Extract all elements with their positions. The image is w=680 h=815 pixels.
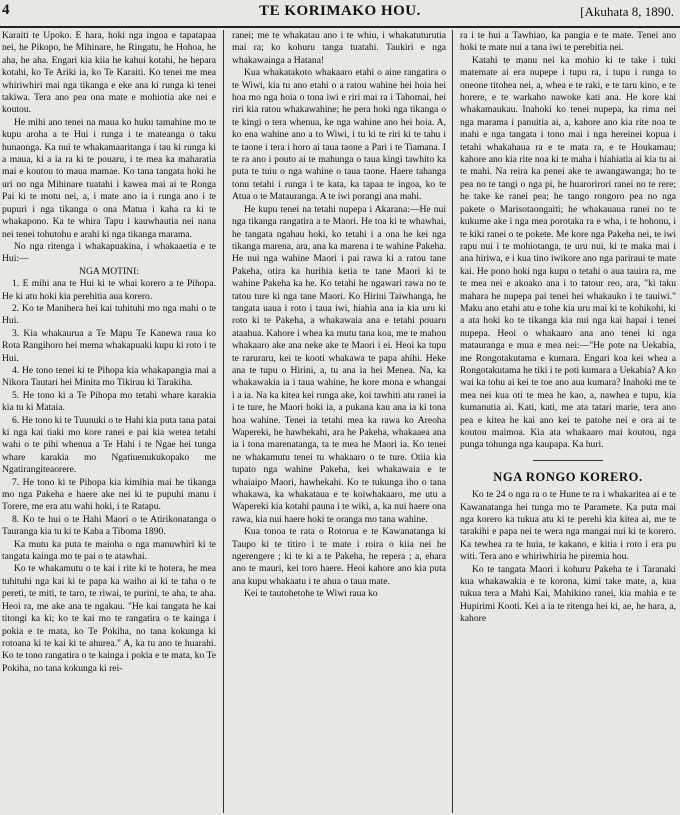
article-paragraph: He kupu tenei na tetahi nupepa i Akarana:—He nui nga tikanga rangatira a te Maori. He toa ki te whawhai, he tangata ngahau hoki, ko tetahi i a ona he kei nga tikanga marena, ara, ana ka marena i te wahine Pakeha. He nui nga wahine Maori i pai rawa ki a ratou tane Pakeha, otira ka hurihia ketia te tane Maori ki te wahine Pakeha ka he. Ko tetahi he ngawari rawa no te tatou ture ki nga tane Maori. Ko Hirini Taiwhanga, he tangata uaua i roto i taua iwi, hiahia ana ia kia uru ki roto ki te Pakeha, a whakawaia ana e tetahi pouaru ataahua. Kahore i whea ka mutu tana koa, me te mahou whakaaro ake ana neke ake te Maori i ei. Heoi ka tupu te raruraru, kei te kooti whakawa te papa ahihi. Heke ana te tupu o Hirini, a, tu ana ia hei Menea. Na, ka whakawakia ia i taua wahine, he kore mona e whangai i a ia. Na ka kitea kei runga ake, koi tawhiti atu ranei ia i te ture, he Maori hoki ia, a pukana kau ana ia ki tona hoa wahine. Tenei ia tetahi mea ka rawa ko Areoha Wapereki, he hawhekahi, ara he Pakeha, whakaaea ana ia i tona marenatanga, ta te mea he Maori ia. Ko tenei ne whakamutu tenei tu whakaaro o te ture. Otiia kia tupato nga wahine Pakeha, kei whakawaia e te whaiaipo Maori, hawhekahi. Ko te tukunga iho o tana whakawa, ka whakataua e te koiwhakaaro, me utu a Wapereki kia kotahi pauna i te wiki, a, ka nui haere ona rawa, kia nui haere hoki te oranga mo tana wahine. bbox=[232, 203, 446, 525]
column-rule bbox=[452, 30, 453, 813]
newspaper-title: TE KORIMAKO HOU. bbox=[259, 3, 421, 19]
article-paragraph: Katahi te manu nei ka mohio ki te take i tuki matemate ai era nupepe i tupu ra, i tupu i runga to oneone titohea nei, a, whea e te raki, e te taru kino, e te horere, e te warkaho nawoke kati ana. He kore kai whakamaukau. Inahoki ko tenei nupepa, ka rima nei nga marama i panuitia ai, a, kahore ano kia rite noa te mahi e nga tangata i tono mai i nga hereinei kopua i tetahi whakahaua ra e te mata ra, e te Houkamau; kahore ano kia rite noa ki te maha i hiahiatia ai kia tu ai te mahi. Na reira ka penei ake te awangawanga; ho te pea no te tangi o nga pi, he huarorirori ranei no te rere; he take ke ranei pea; he tango rongoro pea no nga pakete o Marisotaongaiti; he whakauaua ranei no te kukume ake i nga mea porotaka ra e wha, i te hohonu, i te kiki ranei o te pokete. Me kore nga Pakeha nei, te iwi rapu nui i te mohiotanga, te uru nui, ki te maka mai i ana hiriwa, e i kua tino iwikore ano nga pariraui te mate kai. He pono hoki nga kupu o tetahi o aua tauira ra, me te mea nei e akoako ana i to tatour reo, ara, "ki taku mahara he nupepa pai tenei hei whakauko i te tauiwi." Maku ano etahi atu e tohe kia uru mai ki te kohikohi, ki a ata hoki ko te tikanga kia nui nga kai hapai i tenei nupepa. Heoi o whakaaro ana ano tenei ki nga matauranga e mua e mea nei:—"He pote na Uekabia, me Rongotakutama e kumara. Engari koa kei whea a Rongotakutama he tiki i te poti kumara a Uekabia? A ko wai ka tohu ai kei te toe ano aua kumara? Inahoki me te mea nei kua oti te mea he kao, a, nawhea e tupu, kia kumanutia ai. Kati, kati, me ata tatari marie, tera ano pea e kitea he kai ano kei te patohe nei e ora ai te koutou maimoa. Kia ata whakaaro mai koutou, nga punga tohunga nga kaupapa. Ka huri. bbox=[460, 54, 676, 451]
column-3 bbox=[460, 30, 676, 813]
motion-item: 8. Ko te hui o te Hahi Maori o te Atirikonatanga o Tauranga kia tu ki te Kaba a Tiboma 1890. bbox=[2, 513, 216, 538]
article-paragraph: Ko te 24 o nga ra o te Hune te ra i whakaritea ai e te Kawanatanga hei tunga mo te Paramete. Ka puta mai nga korero ka tukua atu ki te perehi kia kitea ai, me te tarakihi e papa nei te wera nga mangai nui ki te korero. Ka tewhea ra te huia, te kakano, e kitia i roto i era pu witi. Tera ano e whiriwhiria he piremia hou. bbox=[460, 489, 676, 563]
masthead bbox=[0, 0, 680, 28]
article-paragraph: Ko te whakamutu o te kai i rite ki te hotera, he mea tuhituhi nga kai ki te papa ka waiho ai ki te taha o te pereti, te miti, te taro, te riwai, te purini, te aha, te aha. Heoi ra, me ake ana te ngakau. "He kai tangata he kai titongi ka ki; ko te kai mo te rangatira o te kainga i pokia e te mata, ko Te Pokiha, no tana kokunga ki rotoana ki te kai ki te ahurea." A, ka tu ano te huarahi. Ko te tono rangatira o te kainga i pokia e te mata, ko Te Pokiha, no tana kokunga ki rei- bbox=[2, 563, 216, 674]
motion-item: 5. He tono ki a Te Pihopa mo tetahi whare karakia kia tu ki Mataia. bbox=[2, 389, 216, 414]
issue-date: [Akuhata 8, 1890. bbox=[580, 4, 674, 19]
motion-item: 6. He tono ki te Tuunuki o te Hahi kia puta tana patai ki nga kai tiaki mo kore ranei e pai kia wetea tetahi wahi o te pihi whenua a Te Hahi i te Ngae hei tunga whare karakia mo Ngatiuenukukopako me Ngatirangiteaorere. bbox=[2, 414, 216, 476]
motion-item: 2. Ko te Manihera hei kai tuhituhi mo nga mahi o te Hui. bbox=[2, 302, 216, 327]
article-paragraph: ranei; me te whakatau ano i te whiu, i whakatuturutia mai ra; ko kohuru tanga tuatahi. Taukiri e nga whakawainga a Hatana! bbox=[232, 30, 446, 66]
motions-heading: NGA MOTINI: bbox=[79, 265, 139, 277]
motion-item: 4. He tono tenei ki te Pihopa kia whakapangia mai a Nikora Tautari hei Minita mo Tikirau ki Tarakiha. bbox=[2, 364, 216, 389]
column-1 bbox=[2, 30, 216, 813]
article-paragraph: No nga ritenga i whakapuakina, i whakaaetia e te Hui:— bbox=[2, 240, 216, 265]
motion-item: 3. Kia whakaurua a Te Mapu Te Kanewa raua ko Rota Rangihoro hei mema whakapuaki kupu ki roto i te Hui. bbox=[2, 327, 216, 364]
article-paragraph: Karaiti te Upoko. E hara, hoki nga ingoa e tapatapaa nei, he Pikopo, he Mihinare, he Ringatu, he Hohoa, he aha, he aha. Engari kia kiia he kahui kotahi, he hepara kotahi, ko Te Ariki ia, ko Te Karaiti. Ko tenei me mea whiriwhiri mai nga tikanga e eke ana ki runga ki tenei takiwa. Tera ano pea ona mate e mohiotia ake nei e koutou. bbox=[2, 30, 216, 116]
column-2 bbox=[232, 30, 446, 813]
column-rule bbox=[223, 30, 224, 813]
article-paragraph: Kua whakatakoto whakaaro etahi o aine rangatira o te Wiwi, kia tu ano etahi o a ratou wahine hei hoia hei hoa mo nga hoia o tona iwi e riri mai ra i Tahomai, hei riri kia ratou whakawahine; he pera hoki nga tikanga o te kingi o tera whenua, ke nga wahine ano hei hoia. A, ko ena wahine ano a to Wiwi, i tu ki te riri ki te tahu i te taone i tera i horo ai taua taone a Pari i te Tiamana. I te ra ano i pouto ai te mahunga o taua kingi tawhito ka puta te tuiu o nga wahine o taua taone. Haere tahanga tonu tetahi i runga i te kata, ka tapaa te ingoa, ko te Atua o te Matauranga. A te iwi porangi ana mahi. bbox=[232, 67, 446, 203]
article-paragraph: Ka mutu ka puta te maioha o nga manuwhiri ki te tangata kainga mo te pai o te atawhai. bbox=[2, 538, 216, 563]
article-paragraph: Kei te tautohetohe te Wiwi raua ko bbox=[244, 588, 378, 600]
section-divider bbox=[533, 460, 603, 461]
section-heading: NGA RONGO KORERO. bbox=[493, 469, 643, 484]
article-paragraph: ra i te hui a Tawhiao, ka pangia e te mate. Tenei ano hoki te mate nui a tana iwi te perebitia nei. bbox=[460, 30, 676, 54]
motion-item: 1. E mihi ana te Hui ki te whai korero a te Pihopa. He ki atu hoki kia perehitia aua korero. bbox=[2, 278, 216, 302]
page-number: 4 bbox=[2, 2, 10, 18]
motion-item: 7. He tono ki te Pihopa kia kimihia mai he tikanga mo nga Pakeha e haere ake nei ki te pupuhi manu i Torere, me era atu wahi hoki, i te Ratapu. bbox=[2, 476, 216, 513]
article-paragraph: Ko te tangata Maori i kohuru Pakeha te i Taranaki kua whakawakia e te korona, kimi take mate, a, kua tukua tera a Mahi Kai, Mahikino ranei, kia mahia e te Hupirimi Kooti. Kei a ia te ritenga hei ki, ae, he hara, a, kahore bbox=[460, 563, 676, 625]
article-paragraph: He mihi ano tenei na maua ko huku tamahine mo te kupu aroha a te Hui i runga i te mateanga o taku hunaonga. Ka nui te whakamaaritanga i tau ki runga ki a maua, ki a ia ra ki te pouaru, i te mea ka maharatia mai e koutou to maua mamae. Ko tana tangata hoki he uri no nga Mihinare tuatahi i kawea mai ai te Ronga Pai ki te motu nei, a, i mate ano ia i runga ano i te pupuri i nga tikanga o ona Matua i kaha ra ki te whakapono. Ka te whira Tapu i kauwhautia nei nana nei tenei tohutohu e arahi ki nga tikanga marama. bbox=[2, 116, 216, 240]
article-paragraph: Kua tonoa te rata o Rotorua e te Kawanatanga ki Taupo ki te titiro i te mate i roira o kiia nei he ngerengere ; ki te ki a te Pakeha, he repera ; a, ehara ano te mauri, kei toro haere. Heoi kahore ano kia puta ana kupu whakaatu i te ahua o taua mate. bbox=[232, 526, 446, 587]
